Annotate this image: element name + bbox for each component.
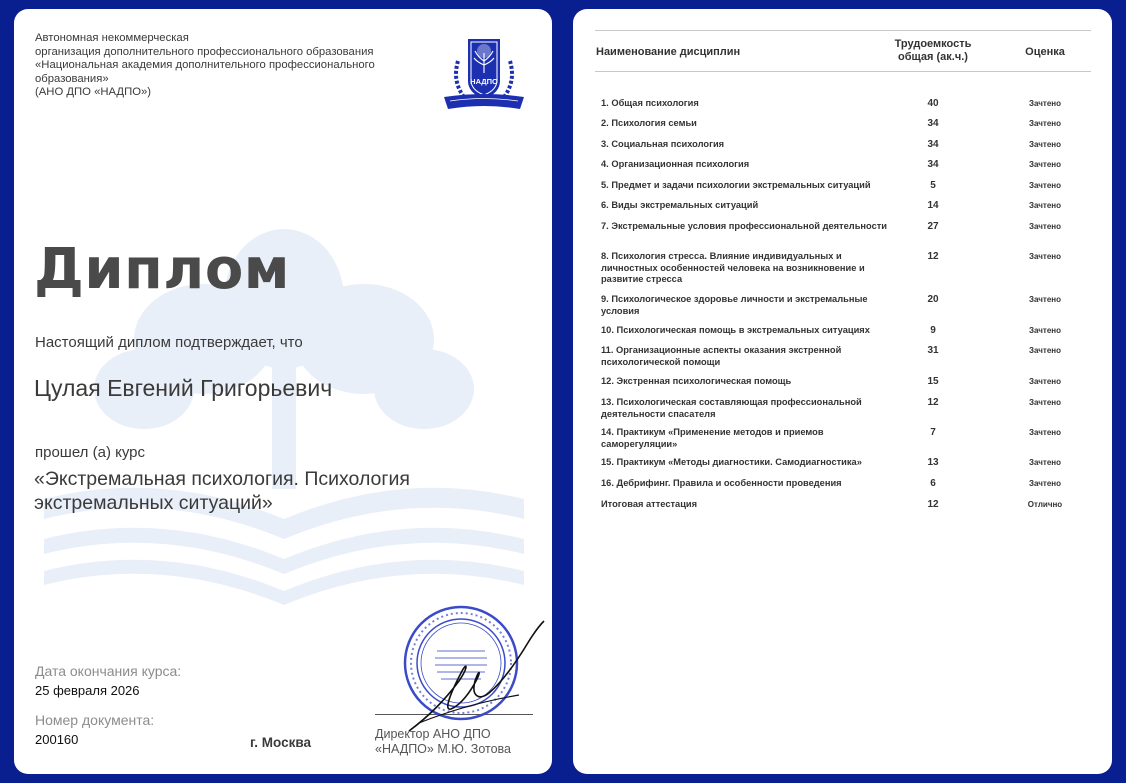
discipline-name: 11. Организационные аспекты оказания экстренной психологической помощи xyxy=(601,345,842,367)
diploma-transcript-page xyxy=(573,9,1112,774)
city: г. Москва xyxy=(250,735,311,750)
discipline-grade: Зачтено xyxy=(1029,479,1061,488)
course-line: «Экстремальная психология. Психология xyxy=(34,468,410,490)
discipline-grade: Зачтено xyxy=(1029,222,1061,231)
discipline-grade: Зачтено xyxy=(1029,398,1061,407)
discipline-grade: Зачтено xyxy=(1029,346,1061,355)
course-title xyxy=(34,467,504,515)
discipline-hours: 34 xyxy=(927,139,939,150)
discipline-hours: 12 xyxy=(927,499,939,510)
director-line: «НАДПО» М.Ю. Зотова xyxy=(375,742,512,756)
end-date-label: Дата окончания курса: xyxy=(35,663,182,679)
discipline-name: 12. Экстренная психологическая помощь xyxy=(601,376,792,386)
discipline-name: 14. Практикум «Применение методов и приемов саморегуляции» xyxy=(601,427,824,449)
diploma-front-page xyxy=(14,9,552,774)
official-stamp-icon xyxy=(389,601,549,741)
discipline-hours: 12 xyxy=(927,251,939,262)
column-header-discipline: Наименование дисциплин xyxy=(596,46,741,58)
discipline-grade: Отлично xyxy=(1027,500,1063,509)
discipline-hours: 31 xyxy=(927,345,939,356)
discipline-name: 5. Предмет и задачи психологии экстремальных ситуаций xyxy=(601,180,871,190)
discipline-hours: 12 xyxy=(927,397,939,408)
discipline-grade: Зачтено xyxy=(1029,140,1061,149)
discipline-name: 6. Виды экстремальных ситуаций xyxy=(601,200,759,210)
discipline-name: 8. Психология стресса. Влияние индивидуальных и личностных особенностей человека на возникновение и развитие стресса xyxy=(601,251,865,284)
organization-name xyxy=(35,32,415,100)
discipline-grade: Зачтено xyxy=(1029,295,1061,304)
director-line: Директор АНО ДПО xyxy=(375,727,491,741)
discipline-name: 9. Психологическое здоровье личности и экстремальные условия xyxy=(601,294,868,316)
hours-header-line: общая (ак.ч.) xyxy=(898,51,968,63)
hours-header-line: Трудоемкость xyxy=(894,38,972,50)
document-number-label: Номер документа: xyxy=(35,712,155,728)
discipline-name: 15. Практикум «Методы диагностики. Самодиагностика» xyxy=(601,457,862,467)
discipline-name: 13. Психологическая составляющая профессиональной деятельности спасателя xyxy=(601,397,862,419)
discipline-hours: 20 xyxy=(927,294,939,305)
discipline-hours: 27 xyxy=(927,221,939,232)
org-line: (АНО ДПО «НАДПО») xyxy=(35,86,152,99)
discipline-name: 1. Общая психология xyxy=(601,98,699,108)
discipline-name: 7. Экстремальные условия профессиональной деятельности xyxy=(601,221,888,231)
discipline-grade: Зачтено xyxy=(1029,181,1061,190)
column-header-grade: Оценка xyxy=(1025,46,1065,58)
column-header-hours xyxy=(873,38,993,64)
discipline-hours: 7 xyxy=(930,427,936,438)
course-line: экстремальных ситуаций» xyxy=(34,492,273,514)
recipient-name: Цулая Евгений Григорьевич xyxy=(34,375,333,401)
discipline-name: 3. Социальная психология xyxy=(601,139,725,149)
discipline-hours: 34 xyxy=(927,118,939,129)
discipline-name: 2. Психология семьи xyxy=(601,118,697,128)
document-number-value: 200160 xyxy=(35,732,79,747)
discipline-name: 4. Организационная психология xyxy=(601,159,750,169)
logo-text: НАДПО xyxy=(470,77,498,86)
table-header-bottom-border xyxy=(595,71,1091,72)
discipline-hours: 40 xyxy=(927,98,939,109)
discipline-grade: Зачтено xyxy=(1029,326,1061,335)
org-line: образования» xyxy=(35,72,109,85)
discipline-hours: 5 xyxy=(930,180,936,191)
discipline-hours: 9 xyxy=(930,325,936,336)
diploma-title: Диплом xyxy=(34,237,291,302)
discipline-grade: Зачтено xyxy=(1029,99,1061,108)
org-line: Автономная некоммерческая xyxy=(35,32,189,44)
org-line: организация дополнительного профессионального образования xyxy=(35,45,374,58)
discipline-name: 10. Психологическая помощь в экстремальных ситуациях xyxy=(601,325,870,335)
discipline-grade: Зачтено xyxy=(1029,201,1061,210)
confirm-text: Настоящий диплом подтверждает, что xyxy=(35,334,303,351)
discipline-grade: Зачтено xyxy=(1029,428,1061,437)
org-line: «Национальная академия дополнительного профессионального xyxy=(35,59,375,72)
discipline-grade: Зачтено xyxy=(1029,160,1061,169)
discipline-name: Итоговая аттестация xyxy=(601,499,698,509)
nadpo-logo-icon xyxy=(438,31,530,117)
discipline-hours: 34 xyxy=(927,159,939,170)
discipline-hours: 6 xyxy=(930,478,936,489)
discipline-name: 16. Дебрифинг. Правила и особенности проведения xyxy=(601,478,842,488)
discipline-grade: Зачтено xyxy=(1029,458,1061,467)
discipline-hours: 15 xyxy=(927,376,939,387)
discipline-hours: 13 xyxy=(927,457,939,468)
passed-course-text: прошел (а) курс xyxy=(35,444,146,461)
discipline-grade: Зачтено xyxy=(1029,377,1061,386)
discipline-hours: 14 xyxy=(927,200,939,211)
end-date-value: 25 февраля 2026 xyxy=(35,683,140,698)
table-header-top-border xyxy=(595,30,1091,31)
discipline-grade: Зачтено xyxy=(1029,252,1061,261)
discipline-grade: Зачтено xyxy=(1029,119,1061,128)
